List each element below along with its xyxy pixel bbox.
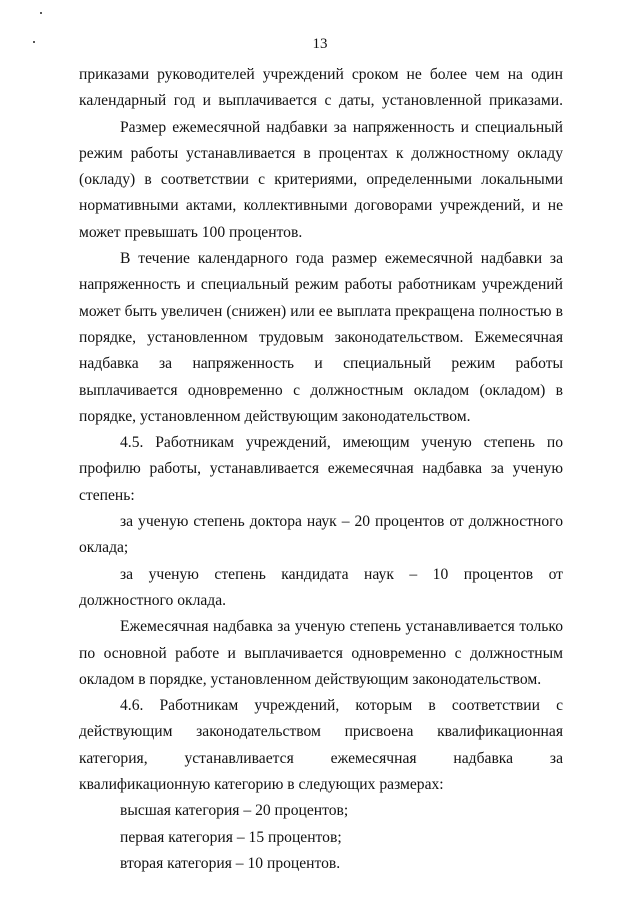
paragraph-continuation: приказами руководителей учреждений сроком не более чем на один календарный год и выплачивается с даты, установленной приказами. xyxy=(79,66,563,110)
document-body xyxy=(79,62,563,877)
list-item-doctor: за ученую степень доктора наук – 20 процентов от должностного оклада; xyxy=(79,513,563,557)
paragraph-degree-bonus: Ежемесячная надбавка за ученую степень устанавливается только по основной работе и выплачивается одновременно с должностным окладом в порядке, установленном действующим законодательством. xyxy=(79,618,563,688)
page-number: 13 xyxy=(312,36,328,52)
paragraph-bonus-size: Размер ежемесячной надбавки за напряженность и специальный режим работы устанавливается в процентах к должностному окладу (окладу) в соответствии с критериями, определенными локальными нормативными актами, коллективными договорами учреждений, и не может превышать 100 процентов. xyxy=(79,118,563,241)
paragraph-4-6: 4.6. Работникам учреждений, которым в соответствии с действующим законодательством присвоена квалификационная категория, устанавливается ежемесячная надбавка за квалификационную категорию в следующих размерах: xyxy=(79,697,563,794)
list-item-first-category: первая категория – 15 процентов; xyxy=(120,828,342,846)
paragraph-bonus-change: В течение календарного года размер ежемесячной надбавки за напряженность и специальный режим работы работникам учреждений может быть увеличен (снижен) или ее выплата прекращена полностью в порядке, установленном трудовым законодательством. Ежемесячная надбавка за напряженность и специальный режим работы выплачивается одновременно с должностным окладом (окладом) в порядке, установленном действующим законодательством. xyxy=(79,250,563,425)
scan-speck xyxy=(40,12,42,14)
list-item-second-category: вторая категория – 10 процентов. xyxy=(120,854,341,872)
list-item-candidate: за ученую степень кандидата наук – 10 процентов от должностного оклада. xyxy=(79,565,563,609)
paragraph-4-5: 4.5. Работникам учреждений, имеющим ученую степень по профилю работы, устанавливается ежемесячная надбавка за ученую степень: xyxy=(79,434,563,504)
list-item-highest-category: высшая категория – 20 процентов; xyxy=(120,802,349,820)
